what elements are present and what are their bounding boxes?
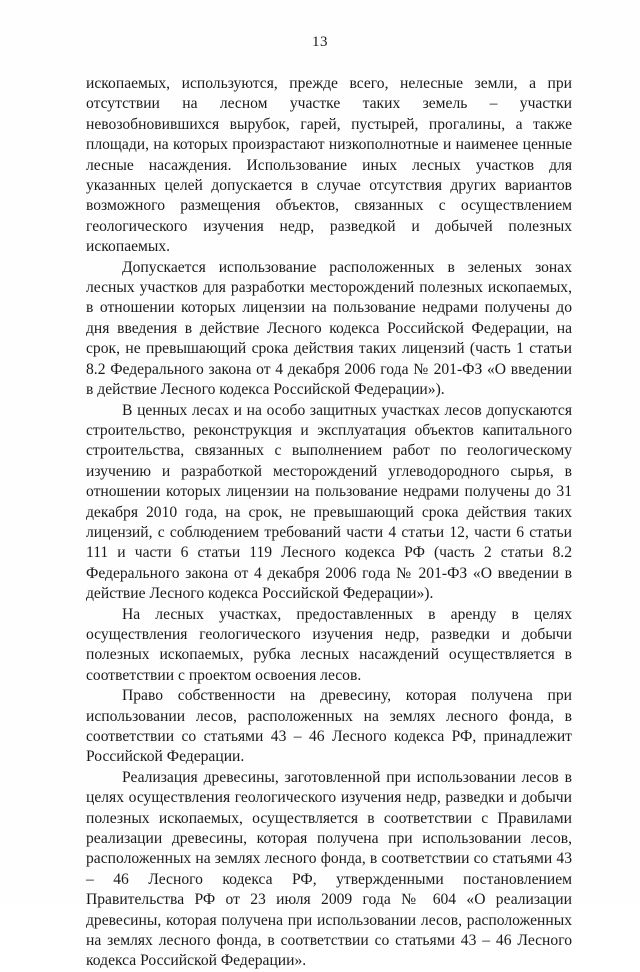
paragraph-1: ископаемых, используются, прежде всего, нелесные земли, а при отсутствии на лесном участке таких земель – участки невозобновившихся вырубок, гарей, пустырей, прогалины, а также площади, на которых произрастают низкополнотные и наименее ценные лесные насаждения. Использование иных лесных участков для указанных целей допускается в случае отсутствия других вариантов возможного размещения объектов, связанных с осуществлением геологического изучения недр, разведкой и добычей полезных ископаемых. — [86, 75, 572, 256]
paragraph-6: Реализация древесины, заготовленной при использовании лесов в целях осуществления геологического изучения недр, разведки и добычи полезных ископаемых, осуществляется в соответствии с Правилами реализации древесины, которая получена при использовании лесов, расположенных на землях лесного фонда, в соответствии со статьями 43 – 46 Лесного кодекса РФ, утвержденными постановлением Правительства РФ от 23 июля 2009 года № 604 «О реализации древесины, которая получена при использовании лесов, расположенных на землях лесного фонда, в соответствии со статьями 43 – 46 Лесного кодекса Российской Федерации». — [86, 768, 572, 970]
paragraph-2: Допускается использование расположенных в зеленых зонах лесных участков для разработки месторождений полезных ископаемых, в отношении которых лицензии на пользование недрами получены до дня введения в действие Лесного кодекса Российской Федерации, на срок, не превышающий срока действия таких лицензий (часть 1 статьи 8.2 Федерального закона от 4 декабря 2006 года № 201-ФЗ «О введении в действие Лесного кодекса Российской Федерации»). — [86, 258, 572, 399]
paragraph-3: В ценных лесах и на особо защитных участках лесов допускаются строительство, реконструкция и эксплуатация объектов капитального строительства, связанных с выполнением работ по геологическому изучению и разработкой месторождений углеводородного сырья, в отношении которых лицензии на пользование недрами получены до 31 декабря 2010 года, на срок, не превышающий срока действия таких лицензий, с соблюдением требований части 4 статьи 12, части 6 статьи 111 и части 6 статьи 119 Лесного кодекса РФ (часть 2 статьи 8.2 Федерального закона от 4 декабря 2006 года № 201-ФЗ «О введении в действие Лесного кодекса Российской Федерации»). — [86, 401, 572, 603]
paragraph-4: На лесных участках, предоставленных в аренду в целях осуществления геологического изучения недр, разведки и добычи полезных ископаемых, рубка лесных насаждений осуществляется в соответствии с проектом освоения лесов. — [86, 605, 572, 684]
paragraph-5: Право собственности на древесину, которая получена при использовании лесов, расположенных на землях лесного фонда, в соответствии со статьями 43 – 46 Лесного кодекса РФ, принадлежит Российской Федерации. — [86, 687, 572, 766]
page-number: 13 — [312, 34, 328, 50]
document-body — [86, 74, 572, 972]
